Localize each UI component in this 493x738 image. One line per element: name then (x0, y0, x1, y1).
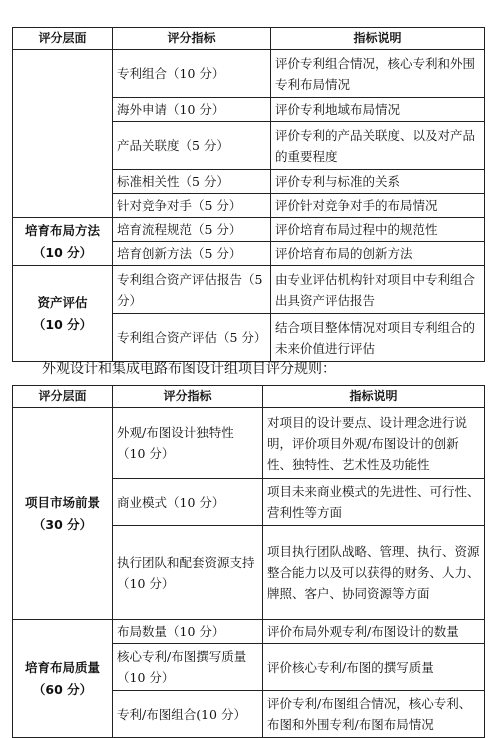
description-cell: 评价专利与标准的关系 (271, 170, 485, 194)
category-title: 培育布局质量 (24, 659, 100, 675)
indicator-cell: 外观/布图设计独特性（10 分） (113, 408, 263, 479)
category-cell-layout-method (13, 218, 113, 266)
description-cell: 评价专利的产品关联度、以及对产品的重要程度 (271, 122, 485, 170)
section-heading: 外观设计和集成电路布图设计组项目评分规则： (42, 361, 336, 377)
category-title: 培育布局方法 (24, 222, 100, 238)
category-cell-empty (13, 50, 113, 218)
category-cell-quality (13, 620, 113, 738)
scoring-table-design (12, 385, 485, 738)
indicator-cell: 专利组合资产评估（5 分） (113, 314, 271, 362)
table-row (13, 408, 485, 479)
header-dimension: 评分层面 (13, 28, 113, 50)
description-cell: 评价核心专利/布图的撰写质量 (263, 644, 485, 691)
description-cell: 评价针对竞争对手的布局情况 (271, 194, 485, 218)
indicator-cell: 专利组合资产评估报告（5 分） (113, 266, 271, 314)
category-score: （60 分） (32, 681, 93, 697)
indicator-cell: 针对竞争对手（5 分） (113, 194, 271, 218)
table-row (13, 266, 485, 314)
description-cell: 项目未来商业模式的先进性、可行性、营利性等方面 (263, 479, 485, 526)
table-header-row (13, 28, 485, 50)
category-cell-asset-eval (13, 266, 113, 362)
indicator-cell: 执行团队和配套资源支持（10 分） (113, 526, 263, 620)
table-row (13, 218, 485, 242)
indicator-cell: 产品关联度（5 分） (113, 122, 271, 170)
category-score: （10 分） (32, 316, 93, 332)
indicator-cell: 专利组合（10 分） (113, 50, 271, 98)
indicator-cell: 核心专利/布图撰写质量（10 分） (113, 644, 263, 691)
category-title: 资产评估 (37, 294, 88, 310)
category-score: （10 分） (32, 244, 93, 260)
indicator-cell: 布局数量（10 分） (113, 620, 263, 644)
header-dimension: 评分层面 (13, 386, 113, 408)
indicator-cell: 专利/布图组合(10 分） (113, 691, 263, 738)
table-row (13, 620, 485, 644)
header-indicator: 评分指标 (113, 28, 271, 50)
table-header-row (13, 386, 485, 408)
indicator-cell: 标准相关性（5 分） (113, 170, 271, 194)
indicator-cell: 海外申请（10 分） (113, 98, 271, 122)
description-cell: 评价专利/布图组合情况，核心专利、布图和外围专利/布图布局情况 (263, 691, 485, 738)
description-cell: 项目执行团队战略、管理、执行、资源整合能力以及可以获得的财务、人力、牌照、客户、协同资源等方面 (263, 526, 485, 620)
category-score: （30 分） (32, 516, 93, 532)
description-cell: 评价专利组合情况，核心专利和外围专利布局情况 (271, 50, 485, 98)
description-cell: 评价培育布局过程中的规范性 (271, 218, 485, 242)
description-cell: 评价专利地域布局情况 (271, 98, 485, 122)
scoring-table-patent (12, 27, 485, 362)
indicator-cell: 培育创新方法（5 分） (113, 242, 271, 266)
header-description: 指标说明 (271, 28, 485, 50)
description-cell: 由专业评估机构针对项目中专利组合出具资产评估报告 (271, 266, 485, 314)
description-cell: 评价布局外观专利/布图设计的数量 (263, 620, 485, 644)
table-row (13, 50, 485, 98)
description-cell: 结合项目整体情况对项目专利组合的未来价值进行评估 (271, 314, 485, 362)
description-cell: 评价培育布局的创新方法 (271, 242, 485, 266)
indicator-cell: 商业模式（10 分） (113, 479, 263, 526)
header-indicator: 评分指标 (113, 386, 263, 408)
description-cell: 对项目的设计要点、设计理念进行说明，评价项目外观/布图设计的创新性、独特性、艺术性及功能性 (263, 408, 485, 479)
category-title: 项目市场前景 (24, 494, 100, 510)
indicator-cell: 培育流程规范（5 分） (113, 218, 271, 242)
category-cell-market (13, 408, 113, 620)
header-description: 指标说明 (263, 386, 485, 408)
